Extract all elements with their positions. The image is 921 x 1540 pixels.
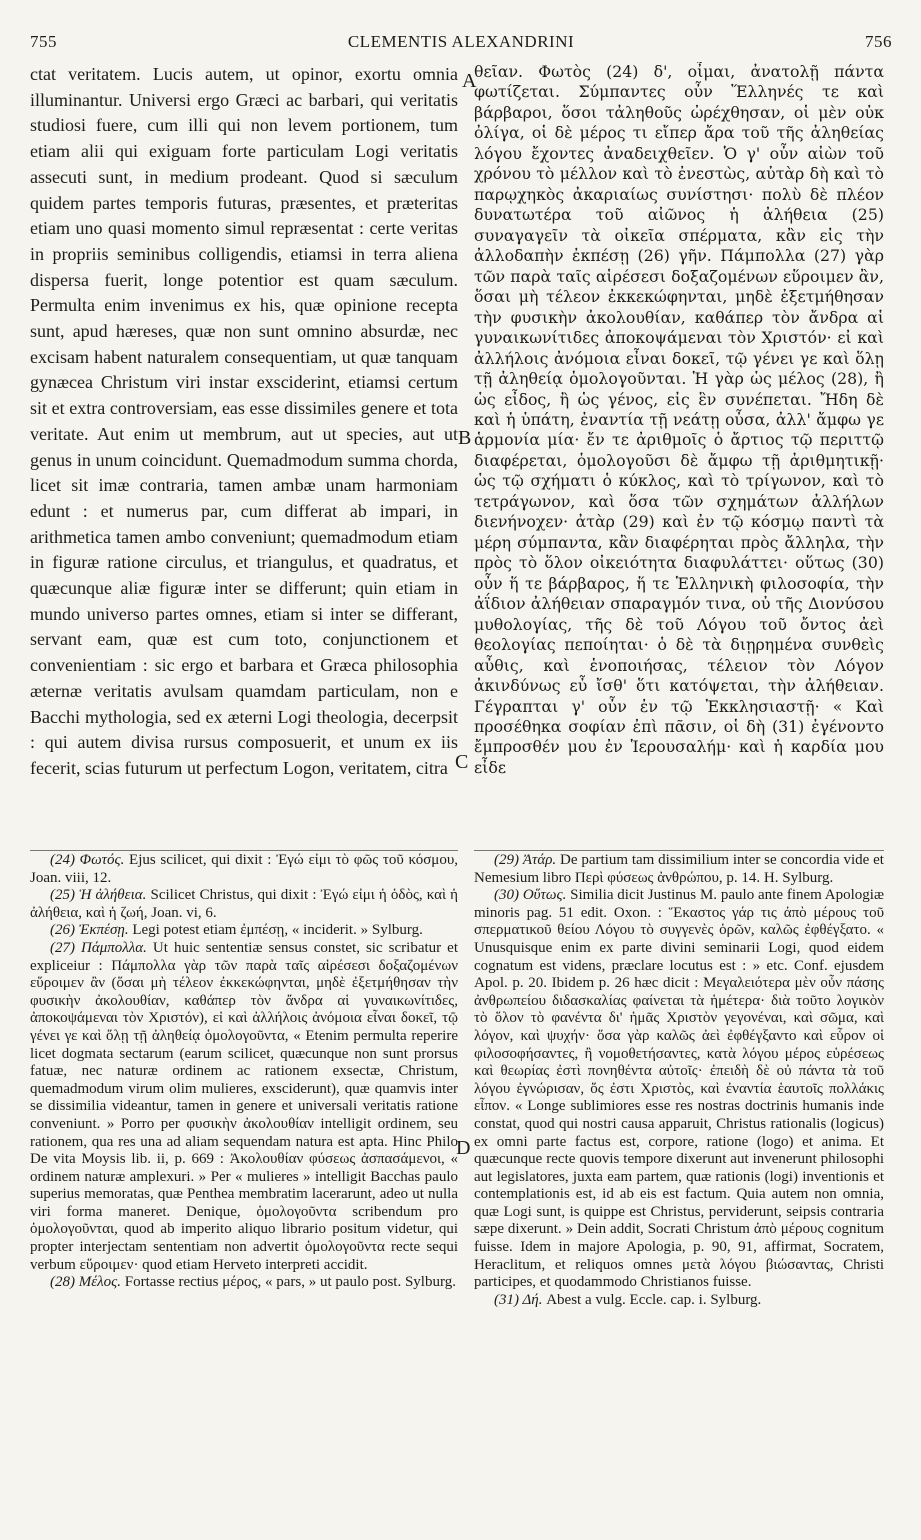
- footnote-lemma: (29) Ἀτάρ.: [494, 852, 557, 868]
- footnote: [474, 852, 884, 887]
- footnote-lemma: (28) Μέλος.: [50, 1274, 121, 1291]
- footnote: [474, 1292, 884, 1310]
- latin-text-column: [30, 62, 458, 832]
- footnote-lemma: (30) Οὕτως.: [494, 887, 567, 904]
- footnote-text: Abest a vulg. Eccle. cap. i. Sylburg.: [542, 1291, 762, 1308]
- footnote: [30, 1274, 458, 1292]
- footnote: [30, 940, 458, 1274]
- footnote-text: De partium tam dissimilium inter se concordia vide et Nemesium libro Περὶ φύσεως ἀνθρώπου, p. 14. H. Sylburg.: [474, 852, 884, 886]
- footnote-text: Legi potest etiam ἐμπέσῃ, « inciderit. » Sylburg.: [128, 922, 423, 939]
- footnote-text: Scilicet Christus, qui dixit : Ἐγώ εἰμι ἡ ὁδὸς, καὶ ἡ ἀλήθεια, καὶ ἡ ζωή, Joan. vi, 6.: [30, 887, 458, 921]
- footnote-text: Ut huic sententiæ sensus constet, sic scribatur et expliceiur : Πάμπολλα γὰρ τῶν παρὰ ταῖς αἱρέσεσι δοξαζομένων εὕροιμεν ἂν (ὅσαι μὴ τέλεον ἐκκεκώφηνται, μηδὲ ἐξετμήθησαν τὴν φυσικὴν ἀκολουθίαν, καθάπερ τὸν ἄνδρα αἱ γυναικωνίτιδες, ἀποκοψάμεναι τὸν Χριστόν), εἰ καὶ ἀλλήλοις ἀνόμοια εἶναι δοκεῖ, τῷ γένει γε καὶ ὅλῃ τῇ ἀληθείᾳ ὁμολογοῦντα, « Etenim permulta reperire licet dogmata sectarum (earum scilicet, quæcunque non sunt prorsus fatuæ, nec naturæ ordinem ac rationem exsectæ, Christum, quemadmodum virum olim mulieres, exsciderunt), quæ quamvis inter se dissimilia videantur, tamen in genere et universali veritatis ratione conveniunt. » Porro per φυσικὴν ἀκολουθίαν intelligit ordinem, seu rationem, qua res una ad aliam sequendam natura est apta. Hinc Philo De vita Moysis lib. ii, p. 669 : Ἀκολουθίαν φύσεως ἀσπασάμενοι, « ordinem naturæ amplexuri. » Per « mulieres » intelligit Bacchas paulo superius memoratas, quæ Penthea membratim lacerarunt, adeo ut nulla viri forma maneret. Denique, ὁμολογοῦντα scribendum pro ὁμολογοῦνται, quod ab imperito aliquo librario positum videtur, qui propter interjectam sententiam non advertit ὁμολογοῦντα recte sequi verbum εὕροιμεν· quod etiam Herveto interpreti accidit.: [30, 939, 458, 1273]
- footnote: [474, 887, 884, 1292]
- section-marker-d: D: [456, 1137, 471, 1159]
- footnote-lemma: (26) Ἐκπέσῃ.: [50, 922, 129, 939]
- footnote-lemma: (25) Ἡ ἀλήθεια.: [50, 887, 147, 904]
- greek-text-column: [474, 62, 884, 832]
- footnote-text: Ejus scilicet, qui dixit : Ἐγώ εἰμι τὸ φῶς τοῦ κόσμου, Joan. viii, 12.: [30, 852, 458, 886]
- page-number-right: 756: [865, 32, 892, 51]
- footnote-rule-left: [30, 850, 458, 851]
- footnote-lemma: (31) Δή.: [494, 1291, 543, 1308]
- greek-text: θεῖαν. Φωτὸς (24) δ', οἶμαι, ἀνατολῇ πάντα φωτίζεται. Σύμπαντες οὖν Ἕλληνές τε καὶ βάρβαροι, ὅσοι τἀληθοῦς ὠρέχθησαν, οἱ μὲν οὐκ ὀλίγα, οἱ δὲ μέρος τι εἴπερ ἄρα τοῦ τῆς ἀληθείας λόγου ἔχοντες ἀναδειχθεῖεν. Ὁ γ' οὖν αἰὼν τοῦ χρόνου τὸ μέλλον καὶ τὸ ἐνεστὼς, αὐτὰρ δὴ καὶ τὸ παρῳχηκὸς ἀκαριαίως συνίστησι· πολὺ δὲ πλέον δυνατωτέρα τοῦ αἰῶνος ἡ ἀλήθεια (25) συναγαγεῖν τὰ οἰκεῖα σπέρματα, κἂν εἰς τὴν ἀλλοδαπὴν ἐκπέσῃ (26) γῆν. Πάμπολλα (27) γὰρ τῶν παρὰ ταῖς αἱρέσεσι δοξαζομένων εὕροιμεν ἂν, ὅσαι μὴ τέλεον ἐκκεκώφηνται, μηδὲ ἐξετμήθησαν τὴν φυσικὴν ἀκολουθίαν, καθάπερ τὸν ἄνδρα αἱ γυναικωνίτιδες ἀποκοψάμεναι τὸν Χριστόν· εἰ καὶ ἀλλήλοις ἀνόμοια εἶναι δοκεῖ, τῷ γένει γε καὶ ὅλῃ τῇ ἀληθείᾳ ὁμολογοῦνται. Ἡ γὰρ ὡς μέλος (28), ἢ ὡς εἶδος, ἢ ὡς γένος, εἰς ἓν συνέπεται. Ἤδη δὲ καὶ ἡ ὑπάτη, ἐναντία τῇ νεάτῃ οὖσα, ἀλλ' ἄμφω γε ἁρμονία μία· ἔν τε ἀριθμοῖς ὁ ἄρτιος τῷ περιττῷ διαφέρεται, ὁμολογοῦσι δὲ ἄμφω τῇ ἀριθμητικῇ· ὡς τῷ σχήματι ὁ κύκλος, καὶ τὸ τρίγωνον, καὶ τὸ τετράγωνον, καὶ ὅσα τῶν σχημάτων ἀλλήλων διενήνοχεν· ἀτὰρ (29) καὶ ἐν τῷ κόσμῳ παντὶ τὰ μέρη σύμπαντα, κἂν διαφέρηται πρὸς ἄλληλα, τὴν πρὸς τὸ ὅλον οἰκειότητα διαφυλάττει· οὕτως (30) οὖν ἥ τε βάρβαρος, ἥ τε Ἑλληνικὴ φιλοσοφία, τὴν ἀΐδιον ἀλήθειαν σπαραγμόν τινα, οὐ τῆς Διονύσου μυθολογίας, τῆς δὲ τοῦ Λόγου τοῦ ὄντος ἀεὶ θεολογίας πεποίηται· ὁ δὲ τὰ διῃρημένα συνθεὶς αὖθις, καὶ ἑνοποιήσας, τέλειον τὸν Λόγον ἀκινδύνως εὖ ἴσθ' ὅτι κατόψεται, τὴν ἀλήθειαν. Γέγραπται γ' οὖν ἐν τῷ Ἐκκλησιαστῇ· « Καὶ προσέθηκα σοφίαν ἐπὶ πᾶσιν, οἱ δὴ (31) ἐγένοντο ἔμπροσθέν μου ἐν Ἱερουσαλήμ· καὶ ἡ καρδία μου εἶδε: [474, 62, 884, 777]
- footnotes-right: [474, 852, 884, 1522]
- page-number-left: 755: [30, 32, 57, 51]
- footnotes-left: [30, 852, 458, 1522]
- running-title: CLEMENTIS ALEXANDRINI: [347, 32, 575, 51]
- section-marker-c: C: [455, 751, 469, 773]
- footnote-rule-right: [474, 850, 884, 851]
- footnote-text: Fortasse rectius μέρος, « pars, » ut paulo post. Sylburg.: [120, 1274, 456, 1291]
- footnote-text: Similia dicit Justinus M. paulo ante finem Apologiæ minoris pag. 51 edit. Oxon. : Ἕκαστος γάρ τις ἀπὸ μέρους τοῦ σπερματικοῦ θείου Λόγου τὸ συγγενὲς ὁρῶν, καλῶς ἐφθέγξατο. « Unusquisque enim ex parte divini seminarii Logi, quod eidem cognatum est videns, præclare locutus est : » etc. Conf. ejusdem Apol. p. 20. Ibidem p. 26 hæc dicit : Μεγαλειότερα μὲν οὖν πάσης ἀνθρωπείου διδασκαλίας φαίνεται τὰ ἡμέτερα· διὰ τοῦτο λογικὸν τὸ ὅλον τὸ φανέντα δι' ἡμᾶς Χριστὸν γεγονέναι, καὶ σῶμα, καὶ λόγον, καὶ ψυχήν· ὅσα γὰρ καλῶς ἀεὶ ἐφθέγξαντο καὶ εὗρον οἱ φιλοσοφήσαντες, ἢ νομοθετήσαντες, κατὰ λόγου μέρος εὑρέσεως καὶ θεωρίας ἐστὶ πονηθέντα αὐτοῖς· ἐπειδὴ δὲ οὐ πάντα τὰ τοῦ λόγου ἐγνώρισαν, ὅς ἐστι Χριστὸς, καὶ ἐναντία ἑαυτοῖς πολλάκις εἶπον. « Longe sublimiores esse res nostras doctrinis humanis inde constat, quod qui nostri causa apparuit, Christus rationalis (logicus) ex omni parte factus est, corpore, ratione (logo) et anima. Et quæcunque recte quovis tempore dixerunt aut invenerunt philosophi aut legislatores, juxta eam partem, quæ rationis (logi) inventionis et contemplationis est, id ab eis est factum. Quia autem non omnia, quæ Logi sunt, is quippe est Christus, perviderunt, seipsis contraria sæpe dixerunt. » Dein addit, Socrati Christum ἀπὸ μέρους cognitum fuisse. Idem in majore Apologia, p. 90, 91, affirmat, Socratem, Heraclitum, et reliquos omnes μετὰ λόγου βιώσαντας, Christi participes, et quodammodo Christianos fuisse.: [474, 887, 884, 1291]
- section-marker-b: B: [458, 427, 472, 449]
- footnote-lemma: (24) Φωτός.: [50, 852, 125, 868]
- running-header: [30, 32, 892, 56]
- footnote: [30, 852, 458, 887]
- footnote: [30, 922, 458, 940]
- section-marker-a: A: [462, 70, 477, 92]
- footnote: [30, 887, 458, 922]
- footnote-lemma: (27) Πάμπολλα.: [50, 939, 147, 956]
- latin-text: ctat veritatem. Lucis autem, ut opinor, exortu omnia illuminantur. Universi ergo Græci ac barbari, qui veritatis studiosi fuere, cum illi qui non levem portionem, tum etiam alii qui exiguam forte particulam Logi veritatis assecuti sunt, in medium prodeant. Quod si sæculum quidem partes temporis futuras, præsentes, et præteritas etiam uno quasi momento simul repræsentat : certe veritas in propriis seminibus colligendis, etiamsi in terra aliena dispersa fuerit, longe potentior est quam sæculum. Permulta enim invenimus ex his, quæ opinione recepta sunt, apud hæreses, quæ non sunt omnino absurdæ, nec excisam habent naturalem consequentiam, ut quæ tanquam gynæcea Christum viri instar exsciderint, etiamsi certum sit et extra controversiam, eas esse dissimiles genere et tota veritate. Aut enim ut membrum, aut ut species, aut ut genus in unum coincidunt. Quemadmodum summa chorda, licet sit imæ contraria, tamen ambæ unam harmoniam edunt : et numerus par, cum differat ab impari, in arithmetica tamen ambo conveniunt; quemadmodum etiam in figuræ ratione circulus, et triangulus, et quadratus, et quæcunque aliæ figuræ inter se differunt; quin etiam in mundo universo partes omnes, etiam si inter se differant, servant eam, quæ est cum toto, conjunctionem et convenientiam : sic ergo et barbara et Græca philosophia æternæ veritatis avulsam quamdam particulam, non e Bacchi mythologia, sed ex æterni Logi theologia, decerpsit : qui autem divisa rursus composuerit, et unum ex iis fecerit, scias futurum ut perfectum Logon, veritatem, citra: [30, 64, 458, 778]
